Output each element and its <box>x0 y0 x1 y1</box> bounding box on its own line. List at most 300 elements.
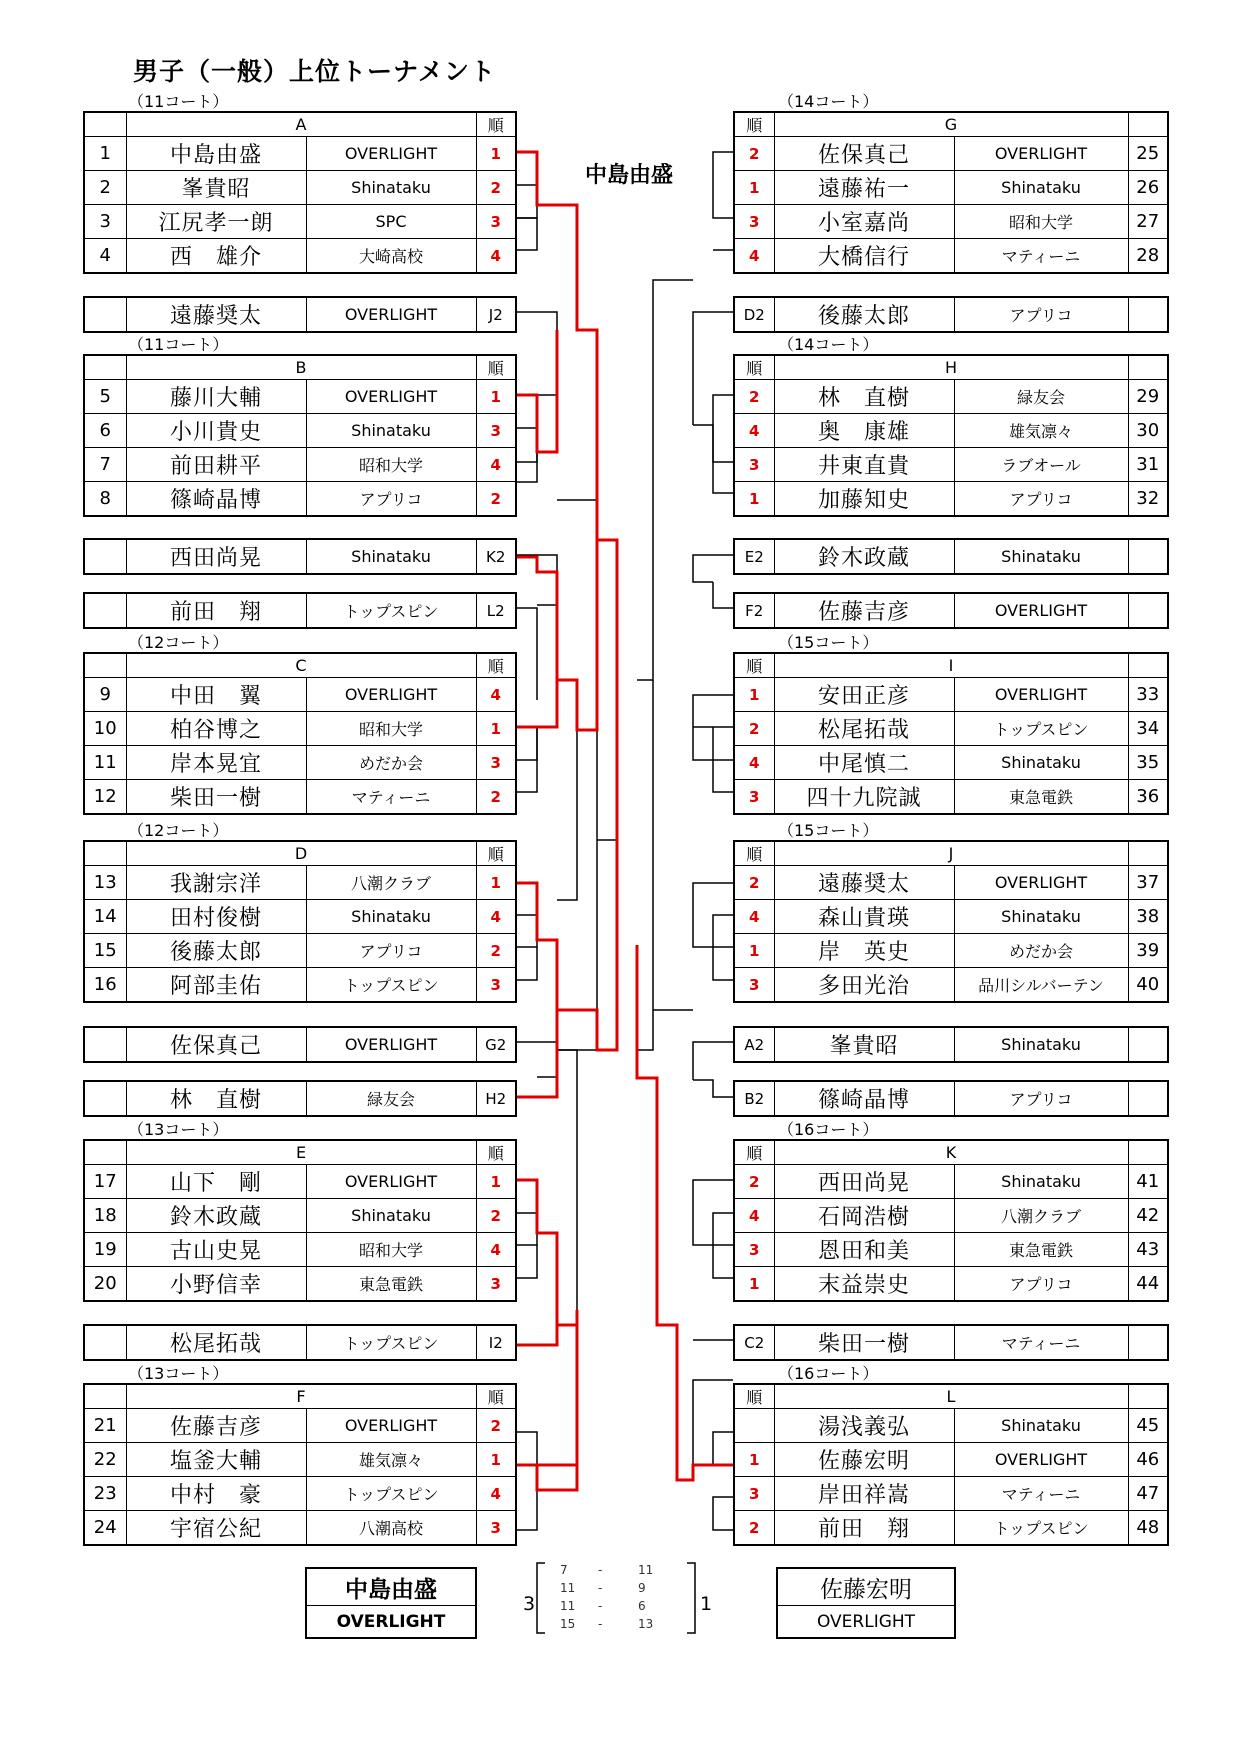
court-label: （11コート） <box>128 335 229 354</box>
player-name: 鈴木政蔵 <box>774 539 954 574</box>
player-number: 10 <box>84 712 126 746</box>
player-rank: 3 <box>476 1267 516 1302</box>
player-name: 岸田祥嵩 <box>774 1477 954 1511</box>
player-club: Shinataku <box>306 171 476 205</box>
player-number: 15 <box>84 934 126 968</box>
player-club: 昭和大学 <box>306 1233 476 1267</box>
court-label: （13コート） <box>128 1364 229 1383</box>
player-name: 佐保真己 <box>126 1027 306 1062</box>
player-number: 26 <box>1128 171 1168 205</box>
player-number: 13 <box>84 866 126 900</box>
player-rank: 1 <box>476 1165 516 1199</box>
player-name: 佐保真己 <box>774 137 954 171</box>
player-club: 雄気凛々 <box>954 414 1128 448</box>
court-label: （12コート） <box>128 821 229 840</box>
player-name: 井東直貴 <box>774 448 954 482</box>
bracket-line <box>557 700 577 900</box>
bracket-line <box>693 1432 733 1465</box>
player-number: 20 <box>84 1267 126 1302</box>
player-club: 東急電鉄 <box>306 1267 476 1302</box>
player-name: 奥 康雄 <box>774 414 954 448</box>
player-name: 峯貴昭 <box>126 171 306 205</box>
player-number: 44 <box>1128 1267 1168 1302</box>
player-rank: 2 <box>476 482 516 517</box>
player-number: 21 <box>84 1409 126 1443</box>
group-letter: K <box>774 1140 1128 1165</box>
player-club: マティーニ <box>306 780 476 815</box>
player-name: 西田尚晃 <box>126 539 306 574</box>
rank-header: 順 <box>476 1140 516 1165</box>
player-club: アプリコ <box>954 297 1128 332</box>
player-rank: 1 <box>734 482 774 517</box>
player-club: OVERLIGHT <box>306 1027 476 1062</box>
court-label: （16コート） <box>778 1364 879 1383</box>
player-number: 18 <box>84 1199 126 1233</box>
player-rank: 1 <box>476 380 516 414</box>
player-club: 昭和大学 <box>306 448 476 482</box>
bracket-line <box>557 1050 577 1325</box>
player-rank: 3 <box>476 746 516 780</box>
player-name: 中島由盛 <box>126 137 306 171</box>
player-name: 塩釜大輔 <box>126 1443 306 1477</box>
player-name: 古山史晃 <box>126 1233 306 1267</box>
group-letter: C <box>126 653 476 678</box>
player-club: トップスピン <box>954 712 1128 746</box>
bracket-line <box>713 1497 733 1530</box>
final-right-name: 佐藤宏明 <box>777 1568 955 1606</box>
player-name: 加藤知史 <box>774 482 954 517</box>
player-rank: 2 <box>734 866 774 900</box>
player-rank: 1 <box>734 678 774 712</box>
bracket-line <box>693 425 733 493</box>
player-number: 24 <box>84 1511 126 1546</box>
group-letter: L <box>774 1384 1128 1409</box>
winner-path <box>517 1465 577 1490</box>
player-club: OVERLIGHT <box>954 593 1128 628</box>
player-number: 5 <box>84 380 126 414</box>
player-name: 松尾拓哉 <box>774 712 954 746</box>
player-number: 33 <box>1128 678 1168 712</box>
player-club: Shinataku <box>954 900 1128 934</box>
bracket-line <box>693 1080 733 1097</box>
player-name: 我謝宗洋 <box>126 866 306 900</box>
final-left-name: 中島由盛 <box>306 1568 476 1606</box>
bracket-line <box>517 312 557 395</box>
player-name: 松尾拓哉 <box>126 1325 306 1360</box>
player-club: アプリコ <box>306 934 476 968</box>
group-letter: J <box>774 841 1128 866</box>
player-name: 柏谷博之 <box>126 712 306 746</box>
player-club: SPC <box>306 205 476 239</box>
player-number: 43 <box>1128 1233 1168 1267</box>
final-score-dash: - <box>598 1617 603 1631</box>
player-club: Shinataku <box>306 414 476 448</box>
player-number: 1 <box>84 137 126 171</box>
bracket-line <box>687 1563 695 1633</box>
player-number: 42 <box>1128 1199 1168 1233</box>
player-rank: 3 <box>734 1477 774 1511</box>
group-letter: A <box>126 112 476 137</box>
final-score-right: 9 <box>638 1581 646 1595</box>
final-right-sets: 1 <box>700 1593 713 1615</box>
player-club: OVERLIGHT <box>306 1165 476 1199</box>
player-rank: 1 <box>734 934 774 968</box>
player-rank: 4 <box>476 900 516 934</box>
player-number: 48 <box>1128 1511 1168 1546</box>
player-club: トップスピン <box>306 968 476 1003</box>
player-rank: 3 <box>734 205 774 239</box>
player-name: 藤川大輔 <box>126 380 306 414</box>
bracket-line <box>517 1245 537 1278</box>
player-name: 小川貴史 <box>126 414 306 448</box>
qualifier-code: F2 <box>734 593 774 628</box>
player-rank: 4 <box>476 239 516 274</box>
player-number: 38 <box>1128 900 1168 934</box>
player-number: 32 <box>1128 482 1168 517</box>
player-name: 篠崎晶博 <box>774 1081 954 1116</box>
player-club: マティーニ <box>954 1325 1128 1360</box>
player-club: OVERLIGHT <box>306 380 476 414</box>
player-name: 遠藤奨太 <box>126 297 306 332</box>
player-rank: 1 <box>476 866 516 900</box>
final-left-sets: 3 <box>523 1593 536 1615</box>
player-club: アプリコ <box>954 1267 1128 1302</box>
player-club: Shinataku <box>954 539 1128 574</box>
player-number: 3 <box>84 205 126 239</box>
bracket-line <box>713 152 733 218</box>
qualifier-code: E2 <box>734 539 774 574</box>
page-title: 男子（一般）上位トーナメント <box>133 57 497 86</box>
player-club: めだか会 <box>954 934 1128 968</box>
player-rank: 4 <box>734 900 774 934</box>
winner-path <box>517 1310 577 1490</box>
player-club: OVERLIGHT <box>954 137 1128 171</box>
player-number: 40 <box>1128 968 1168 1003</box>
player-number: 27 <box>1128 205 1168 239</box>
player-club: Shinataku <box>954 171 1128 205</box>
player-club: OVERLIGHT <box>954 678 1128 712</box>
player-name: 柴田一樹 <box>126 780 306 815</box>
court-label: （13コート） <box>128 1120 229 1139</box>
player-name: 恩田和美 <box>774 1233 954 1267</box>
player-club: アプリコ <box>306 482 476 517</box>
player-club: トップスピン <box>954 1511 1128 1546</box>
group-letter: F <box>126 1384 476 1409</box>
player-name: 前田耕平 <box>126 448 306 482</box>
group-letter: E <box>126 1140 476 1165</box>
player-number: 29 <box>1128 380 1168 414</box>
player-rank: 2 <box>734 137 774 171</box>
bracket-line <box>713 582 733 608</box>
court-label: （14コート） <box>778 335 879 354</box>
player-name: 大橋信行 <box>774 239 954 274</box>
player-club: 八潮クラブ <box>306 866 476 900</box>
player-name: 鈴木政蔵 <box>126 1199 306 1233</box>
bracket-line <box>713 395 733 462</box>
group-letter: G <box>774 112 1128 137</box>
bracket-line <box>517 395 537 482</box>
final-score-dash: - <box>598 1581 603 1595</box>
player-number: 47 <box>1128 1477 1168 1511</box>
player-number: 34 <box>1128 712 1168 746</box>
player-club: Shinataku <box>306 539 476 574</box>
player-name: 江尻孝一朗 <box>126 205 306 239</box>
player-rank: 4 <box>734 239 774 274</box>
final-left-box <box>305 1567 477 1639</box>
player-rank: 4 <box>734 414 774 448</box>
player-name: 後藤太郎 <box>126 934 306 968</box>
qualifier-code: C2 <box>734 1325 774 1360</box>
rank-header: 順 <box>734 112 774 137</box>
winner-path <box>517 840 617 1050</box>
bracket-line <box>693 1042 733 1080</box>
final-score-right: 11 <box>638 1563 654 1577</box>
player-club: OVERLIGHT <box>306 297 476 332</box>
player-name: 岸本晃宜 <box>126 746 306 780</box>
player-number: 37 <box>1128 866 1168 900</box>
final-score-left: 11 <box>560 1599 576 1613</box>
player-name: 西田尚晃 <box>774 1165 954 1199</box>
player-rank: 4 <box>734 1199 774 1233</box>
player-number: 23 <box>84 1477 126 1511</box>
player-rank: 3 <box>476 1511 516 1546</box>
player-club: めだか会 <box>306 746 476 780</box>
player-club: 八潮クラブ <box>954 1199 1128 1233</box>
qualifier-code: I2 <box>476 1325 516 1360</box>
player-rank: 4 <box>476 1233 516 1267</box>
player-club: Shinataku <box>954 746 1128 780</box>
court-label: （12コート） <box>128 633 229 652</box>
player-number: 22 <box>84 1443 126 1477</box>
player-club: Shinataku <box>306 900 476 934</box>
player-rank: 4 <box>476 1477 516 1511</box>
player-name: 田村俊樹 <box>126 900 306 934</box>
player-rank: 1 <box>476 712 516 746</box>
player-name: 小室嘉尚 <box>774 205 954 239</box>
player-name: 篠崎晶博 <box>126 482 306 517</box>
player-name: 阿部圭佑 <box>126 968 306 1003</box>
player-name: 遠藤奨太 <box>774 866 954 900</box>
player-rank: 2 <box>476 1409 516 1443</box>
rank-header: 順 <box>476 653 516 678</box>
rank-header: 順 <box>476 841 516 866</box>
bracket-line <box>637 280 693 680</box>
player-club: OVERLIGHT <box>306 137 476 171</box>
bracket-line <box>517 915 537 947</box>
player-club: アプリコ <box>954 482 1128 517</box>
player-club: トップスピン <box>306 1325 476 1360</box>
player-name: 佐藤吉彦 <box>774 593 954 628</box>
qualifier-code: A2 <box>734 1027 774 1062</box>
final-score-left: 11 <box>560 1581 576 1595</box>
player-rank: 1 <box>476 1443 516 1477</box>
player-name: 安田正彦 <box>774 678 954 712</box>
player-club: Shinataku <box>306 1199 476 1233</box>
rank-header: 順 <box>734 841 774 866</box>
group-letter: B <box>126 355 476 380</box>
player-name: 佐藤吉彦 <box>126 1409 306 1443</box>
bracket-line <box>517 1042 557 1077</box>
qualifier-code: K2 <box>476 539 516 574</box>
player-number: 4 <box>84 239 126 274</box>
qualifier-code: B2 <box>734 1081 774 1116</box>
winner-path <box>517 1010 557 1097</box>
player-rank: 1 <box>734 1443 774 1477</box>
bracket-line <box>517 428 537 462</box>
player-club: トップスピン <box>306 1477 476 1511</box>
player-rank: 2 <box>734 380 774 414</box>
player-number: 6 <box>84 414 126 448</box>
player-club: 昭和大学 <box>306 712 476 746</box>
player-club: 昭和大学 <box>954 205 1128 239</box>
final-score-dash: - <box>598 1599 603 1613</box>
player-rank: 3 <box>476 414 516 448</box>
player-name: 宇宿公紀 <box>126 1511 306 1546</box>
player-number: 46 <box>1128 1443 1168 1477</box>
player-club: 大崎高校 <box>306 239 476 274</box>
qualifier-code: D2 <box>734 297 774 332</box>
champion-label: 中島由盛 <box>585 163 674 188</box>
player-rank: 4 <box>476 678 516 712</box>
winner-path <box>517 1325 557 1345</box>
player-name: 林 直樹 <box>126 1081 306 1116</box>
rank-header: 順 <box>734 1384 774 1409</box>
player-name: 前田 翔 <box>774 1511 954 1546</box>
final-score-right: 13 <box>638 1617 654 1631</box>
group-letter: I <box>774 653 1128 678</box>
player-club: 東急電鉄 <box>954 780 1128 815</box>
bracket-line <box>517 947 537 980</box>
player-number: 17 <box>84 1165 126 1199</box>
qualifier-code: J2 <box>476 297 516 332</box>
player-club: 緑友会 <box>306 1081 476 1116</box>
bracket-line <box>517 1432 537 1465</box>
player-number: 36 <box>1128 780 1168 815</box>
player-number: 14 <box>84 900 126 934</box>
court-label: （15コート） <box>778 821 879 840</box>
bracket-line <box>517 218 537 250</box>
final-score-left: 7 <box>560 1563 568 1577</box>
group-letter: H <box>774 355 1128 380</box>
rank-header: 順 <box>476 112 516 137</box>
player-number: 16 <box>84 968 126 1003</box>
player-club: マティーニ <box>954 239 1128 274</box>
player-club: マティーニ <box>954 1477 1128 1511</box>
player-club: 雄気凛々 <box>306 1443 476 1477</box>
final-left-club: OVERLIGHT <box>306 1606 476 1639</box>
player-rank: 4 <box>476 448 516 482</box>
bracket-line <box>537 1563 545 1633</box>
player-name: 山下 剛 <box>126 1165 306 1199</box>
player-club: トップスピン <box>306 593 476 628</box>
player-rank: 3 <box>734 1233 774 1267</box>
player-name: 湯浅義弘 <box>774 1409 954 1443</box>
final-score-left: 15 <box>560 1617 576 1631</box>
player-club: アプリコ <box>954 1081 1128 1116</box>
player-club: OVERLIGHT <box>954 866 1128 900</box>
player-name: 峯貴昭 <box>774 1027 954 1062</box>
bracket-line <box>637 680 653 1050</box>
player-name: 佐藤宏明 <box>774 1443 954 1477</box>
rank-header: 順 <box>476 355 516 380</box>
player-name: 中村 豪 <box>126 1477 306 1511</box>
player-number: 9 <box>84 678 126 712</box>
player-name: 林 直樹 <box>774 380 954 414</box>
winner-path <box>517 330 557 452</box>
rank-header: 順 <box>734 355 774 380</box>
player-club: OVERLIGHT <box>306 1409 476 1443</box>
qualifier-code: H2 <box>476 1081 516 1116</box>
winner-path <box>517 1180 577 1325</box>
group-letter: D <box>126 841 476 866</box>
player-name: 中田 翼 <box>126 678 306 712</box>
player-number: 30 <box>1128 414 1168 448</box>
player-number: 25 <box>1128 137 1168 171</box>
player-club: ラブオール <box>954 448 1128 482</box>
player-rank: 3 <box>734 968 774 1003</box>
bracket-line <box>517 1465 537 1530</box>
bracket-line <box>517 608 537 700</box>
bracket-line <box>517 185 537 218</box>
court-label: （16コート） <box>778 1120 879 1139</box>
player-name: 中尾慎二 <box>774 746 954 780</box>
player-rank: 1 <box>734 1267 774 1302</box>
player-name: 前田 翔 <box>126 593 306 628</box>
player-rank: 2 <box>476 934 516 968</box>
player-rank: 2 <box>476 171 516 205</box>
player-club: Shinataku <box>954 1409 1128 1443</box>
player-club: Shinataku <box>954 1027 1128 1062</box>
player-name: 森山貴瑛 <box>774 900 954 934</box>
player-club: 八潮高校 <box>306 1511 476 1546</box>
player-club: 東急電鉄 <box>954 1233 1128 1267</box>
player-number: 28 <box>1128 239 1168 274</box>
player-name: 西 雄介 <box>126 239 306 274</box>
final-score-right: 6 <box>638 1599 646 1613</box>
court-label: （15コート） <box>778 633 879 652</box>
final-right-club: OVERLIGHT <box>777 1606 955 1639</box>
player-rank: 3 <box>734 780 774 815</box>
final-score-dash: - <box>598 1563 603 1577</box>
court-label: （14コート） <box>778 92 879 111</box>
qualifier-code: G2 <box>476 1027 516 1062</box>
player-number: 11 <box>84 746 126 780</box>
player-name: 多田光治 <box>774 968 954 1003</box>
player-rank: 1 <box>734 171 774 205</box>
player-name: 四十九院誠 <box>774 780 954 815</box>
player-name: 岸 英史 <box>774 934 954 968</box>
player-number: 2 <box>84 171 126 205</box>
qualifier-code: L2 <box>476 593 516 628</box>
bracket-line <box>693 555 733 582</box>
final-right-box <box>776 1567 956 1639</box>
player-rank: 2 <box>476 1199 516 1233</box>
player-name: 後藤太郎 <box>774 297 954 332</box>
player-number: 31 <box>1128 448 1168 482</box>
player-number: 39 <box>1128 934 1168 968</box>
player-rank: 2 <box>734 1165 774 1199</box>
player-rank: 2 <box>734 712 774 746</box>
player-number: 45 <box>1128 1409 1168 1443</box>
player-rank: 2 <box>476 780 516 815</box>
player-name: 遠藤祐一 <box>774 171 954 205</box>
rank-header: 順 <box>734 1140 774 1165</box>
player-number: 19 <box>84 1233 126 1267</box>
player-rank: 3 <box>476 205 516 239</box>
player-name: 柴田一樹 <box>774 1325 954 1360</box>
court-label: （11コート） <box>128 92 229 111</box>
rank-header: 順 <box>476 1384 516 1409</box>
